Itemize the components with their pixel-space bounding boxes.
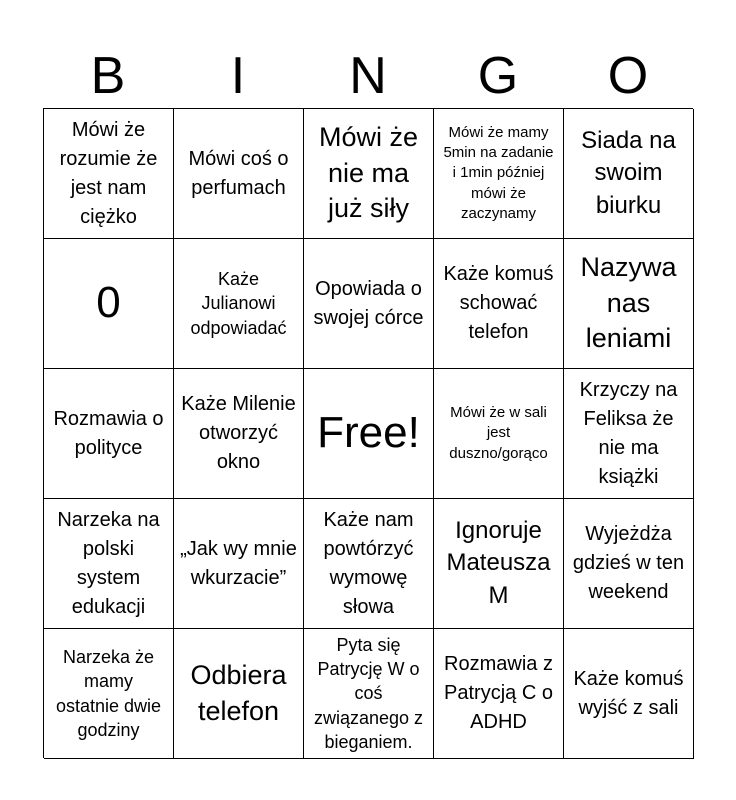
bingo-cell[interactable] xyxy=(304,239,434,369)
cell-text: Mówi coś o perfumach xyxy=(188,147,289,199)
bingo-cell[interactable] xyxy=(434,369,564,499)
cell-text: Każe komuś schować telefon xyxy=(443,263,554,343)
cell-text: Mówi że nie ma już siły xyxy=(318,122,419,224)
bingo-cell[interactable] xyxy=(44,239,174,369)
bingo-cell[interactable] xyxy=(434,499,564,629)
cell-text: Mówi że w sali jest duszno/gorąco xyxy=(449,404,548,462)
bingo-cell[interactable] xyxy=(174,109,304,239)
cell-text: Krzyczy na Feliksa że nie ma książki xyxy=(579,378,678,488)
bingo-cell[interactable] xyxy=(434,629,564,759)
cell-text: Free! xyxy=(317,408,420,458)
header-letter-o: O xyxy=(607,47,649,105)
bingo-cell[interactable] xyxy=(174,239,304,369)
cell-text: Każe nam powtórzyć wymowę słowa xyxy=(323,508,414,618)
bingo-cell[interactable] xyxy=(304,499,434,629)
bingo-cell[interactable] xyxy=(304,109,434,239)
bingo-cell[interactable] xyxy=(174,369,304,499)
cell-text: Rozmawia z Patrycją C o ADHD xyxy=(444,653,553,733)
bingo-cell[interactable] xyxy=(564,109,694,239)
bingo-cell[interactable] xyxy=(174,499,304,629)
bingo-cell[interactable] xyxy=(564,629,694,759)
bingo-cell[interactable] xyxy=(44,499,174,629)
cell-text: Każe Milenie otworzyć okno xyxy=(181,393,296,473)
bingo-cell[interactable] xyxy=(304,629,434,759)
bingo-header xyxy=(43,44,693,108)
bingo-board xyxy=(43,108,693,758)
bingo-cell[interactable] xyxy=(434,109,564,239)
cell-text: Opowiada o swojej córce xyxy=(313,277,424,329)
cell-text: Ignoruje Mateusza M xyxy=(446,516,551,609)
free-space-cell[interactable] xyxy=(304,369,434,499)
cell-text: „Jak wy mnie wkurzacie” xyxy=(180,537,297,589)
cell-text: Wyjeżdża gdzieś w ten weekend xyxy=(572,523,685,603)
cell-text: Odbiera telefon xyxy=(190,659,287,726)
bingo-cell[interactable] xyxy=(174,629,304,759)
cell-text: Siada na swoim biurku xyxy=(581,126,676,219)
cell-text: Mówi że mamy 5min na zadanie i 1min później mówi że zaczynamy xyxy=(443,123,554,222)
header-letter-b: B xyxy=(90,47,126,105)
cell-text: Pyta się Patrycję W o coś związanego z bieganiem. xyxy=(313,634,424,752)
cell-text: Każe komuś wyjść z sali xyxy=(573,667,684,719)
header-letter-i: I xyxy=(230,47,246,105)
cell-text: Nazywa nas leniami xyxy=(580,252,677,354)
header-letter-n: N xyxy=(349,47,387,105)
bingo-cell[interactable] xyxy=(564,369,694,499)
bingo-cell[interactable] xyxy=(44,109,174,239)
header-letter-g: G xyxy=(477,47,519,105)
cell-text: Mówi że rozumie że jest nam ciężko xyxy=(59,118,158,228)
bingo-cell[interactable] xyxy=(434,239,564,369)
bingo-cell[interactable] xyxy=(564,239,694,369)
cell-text: 0 xyxy=(96,278,121,328)
bingo-cell[interactable] xyxy=(44,369,174,499)
bingo-cell[interactable] xyxy=(564,499,694,629)
bingo-cell[interactable] xyxy=(44,629,174,759)
cell-text: Rozmawia o polityce xyxy=(53,407,164,459)
cell-text: Narzeka że mamy ostatnie dwie godziny xyxy=(55,646,162,740)
cell-text: Każe Julianowi odpowiadać xyxy=(190,269,287,338)
cell-text: Narzeka na polski system edukacji xyxy=(57,508,160,618)
